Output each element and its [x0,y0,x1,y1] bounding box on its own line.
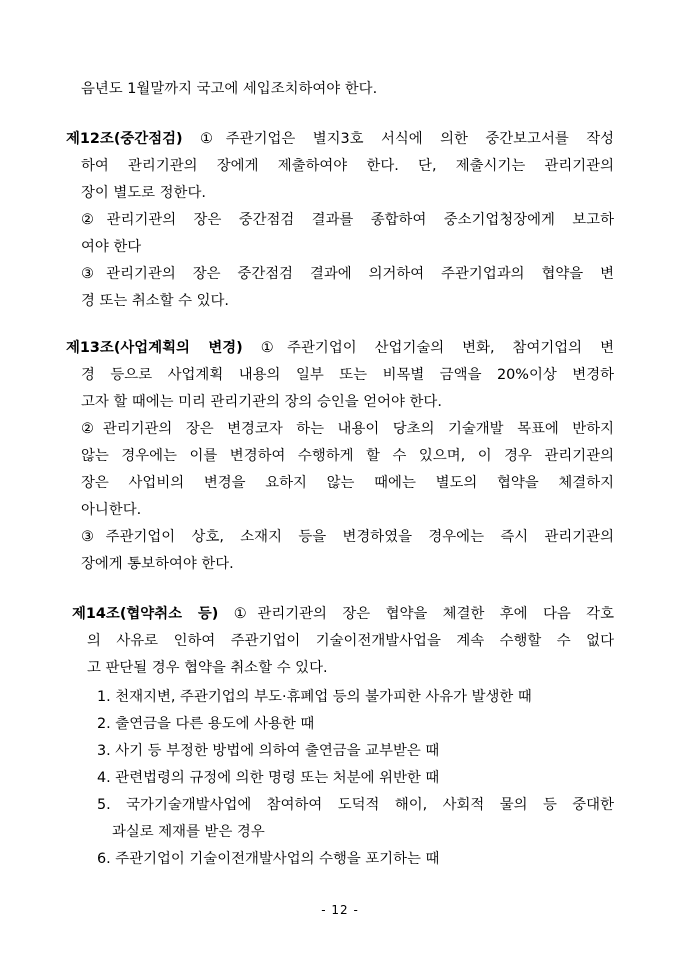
list-item: 3. 사기 등 부정한 방법에 의하여 출연금을 교부받은 때 [97,743,440,759]
article-13-para-2-line-1: ②관리기관의 장은 변경코자 하는 내용이 당초의 기술개발 목표에 반하지 [81,421,614,437]
list-item-continuation: 과실로 제재를 받은 경우 [112,824,265,840]
carryover-line: 음년도 1월말까지 국고에 세입조치하여야 한다. [81,81,378,97]
article-13-line-1 [66,337,614,359]
article-12-line-3: 장이 별도로 정한다. [81,185,206,201]
article-14-line-1 [72,603,614,625]
article-12-para-2-line-2: 여야 한다 [81,239,142,255]
article-12-title: 제12조(중간점검) [66,131,183,147]
article-13-para-3-line-2: 장에게 통보하여야 한다. [81,556,234,572]
article-13-para-2-line-3: 장은 사업비의 변경을 요하지 않는 때에는 별도의 협약을 체결하지 [81,475,614,491]
article-14-line-3: 고 판단될 경우 협약을 취소할 수 있다. [87,660,328,676]
list-item: 2. 출연금을 다른 용도에 사용한 때 [97,716,315,732]
article-12-text: ①주관기업은 별지3호 서식에 의한 중간보고서를 작성 [182,131,614,147]
list-item: 4. 관련법령의 규정에 의한 명령 또는 처분에 위반한 때 [97,770,440,786]
article-13-para-3-line-1: ③주관기업이 상호, 소재지 등을 변경하였을 경우에는 즉시 관리기관의 [81,529,614,545]
article-12-para-3-line-2: 경 또는 취소할 수 있다. [81,293,229,309]
article-14-title: 제14조(협약취소 등) [72,606,219,622]
article-13-para-2-line-2: 않는 경우에는 이를 변경하여 수행하게 할 수 있으며, 이 경우 관리기관의 [81,448,614,464]
article-12-para-3-line-1: ③관리기관의 장은 중간점검 결과에 의거하여 주관기업과의 협약을 변 [81,266,614,282]
list-item: 5. 국가기술개발사업에 참여하여 도덕적 해이, 사회적 물의 등 중대한 [97,797,614,813]
article-13-line-3: 고자 할 때에는 미리 관리기관의 장의 승인을 얻어야 한다. [81,394,442,410]
article-12-line-1 [66,128,614,150]
article-14-text: ①관리기관의 장은 협약을 체결한 후에 다음 각호 [218,606,614,622]
article-13-line-2: 경 등으로 사업계획 내용의 일부 또는 비목별 금액을 20%이상 변경하 [81,367,614,383]
article-13-text: ①주관기업이 산업기술의 변화, 참여기업의 변 [242,340,614,356]
article-12-line-2: 하여 관리기관의 장에게 제출하여야 한다. 단, 제출시기는 관리기관의 [81,158,614,174]
article-13-title: 제13조(사업계획의 변경) [66,340,243,356]
article-14-line-2: 의 사유로 인하여 주관기업이 기술이전개발사업을 계속 수행할 수 없다 [87,633,614,649]
article-12-para-2-line-1: ②관리기관의 장은 중간점검 결과를 종합하여 중소기업청장에게 보고하 [81,212,614,228]
page-number: - 12 - [321,903,359,917]
list-item: 6. 주관기업이 기술이전개발사업의 수행을 포기하는 때 [97,851,440,867]
article-13-para-2-line-4: 아니한다. [81,502,142,518]
list-item: 1. 천재지변, 주관기업의 부도·휴폐업 등의 불가피한 사유가 발생한 때 [97,689,532,705]
